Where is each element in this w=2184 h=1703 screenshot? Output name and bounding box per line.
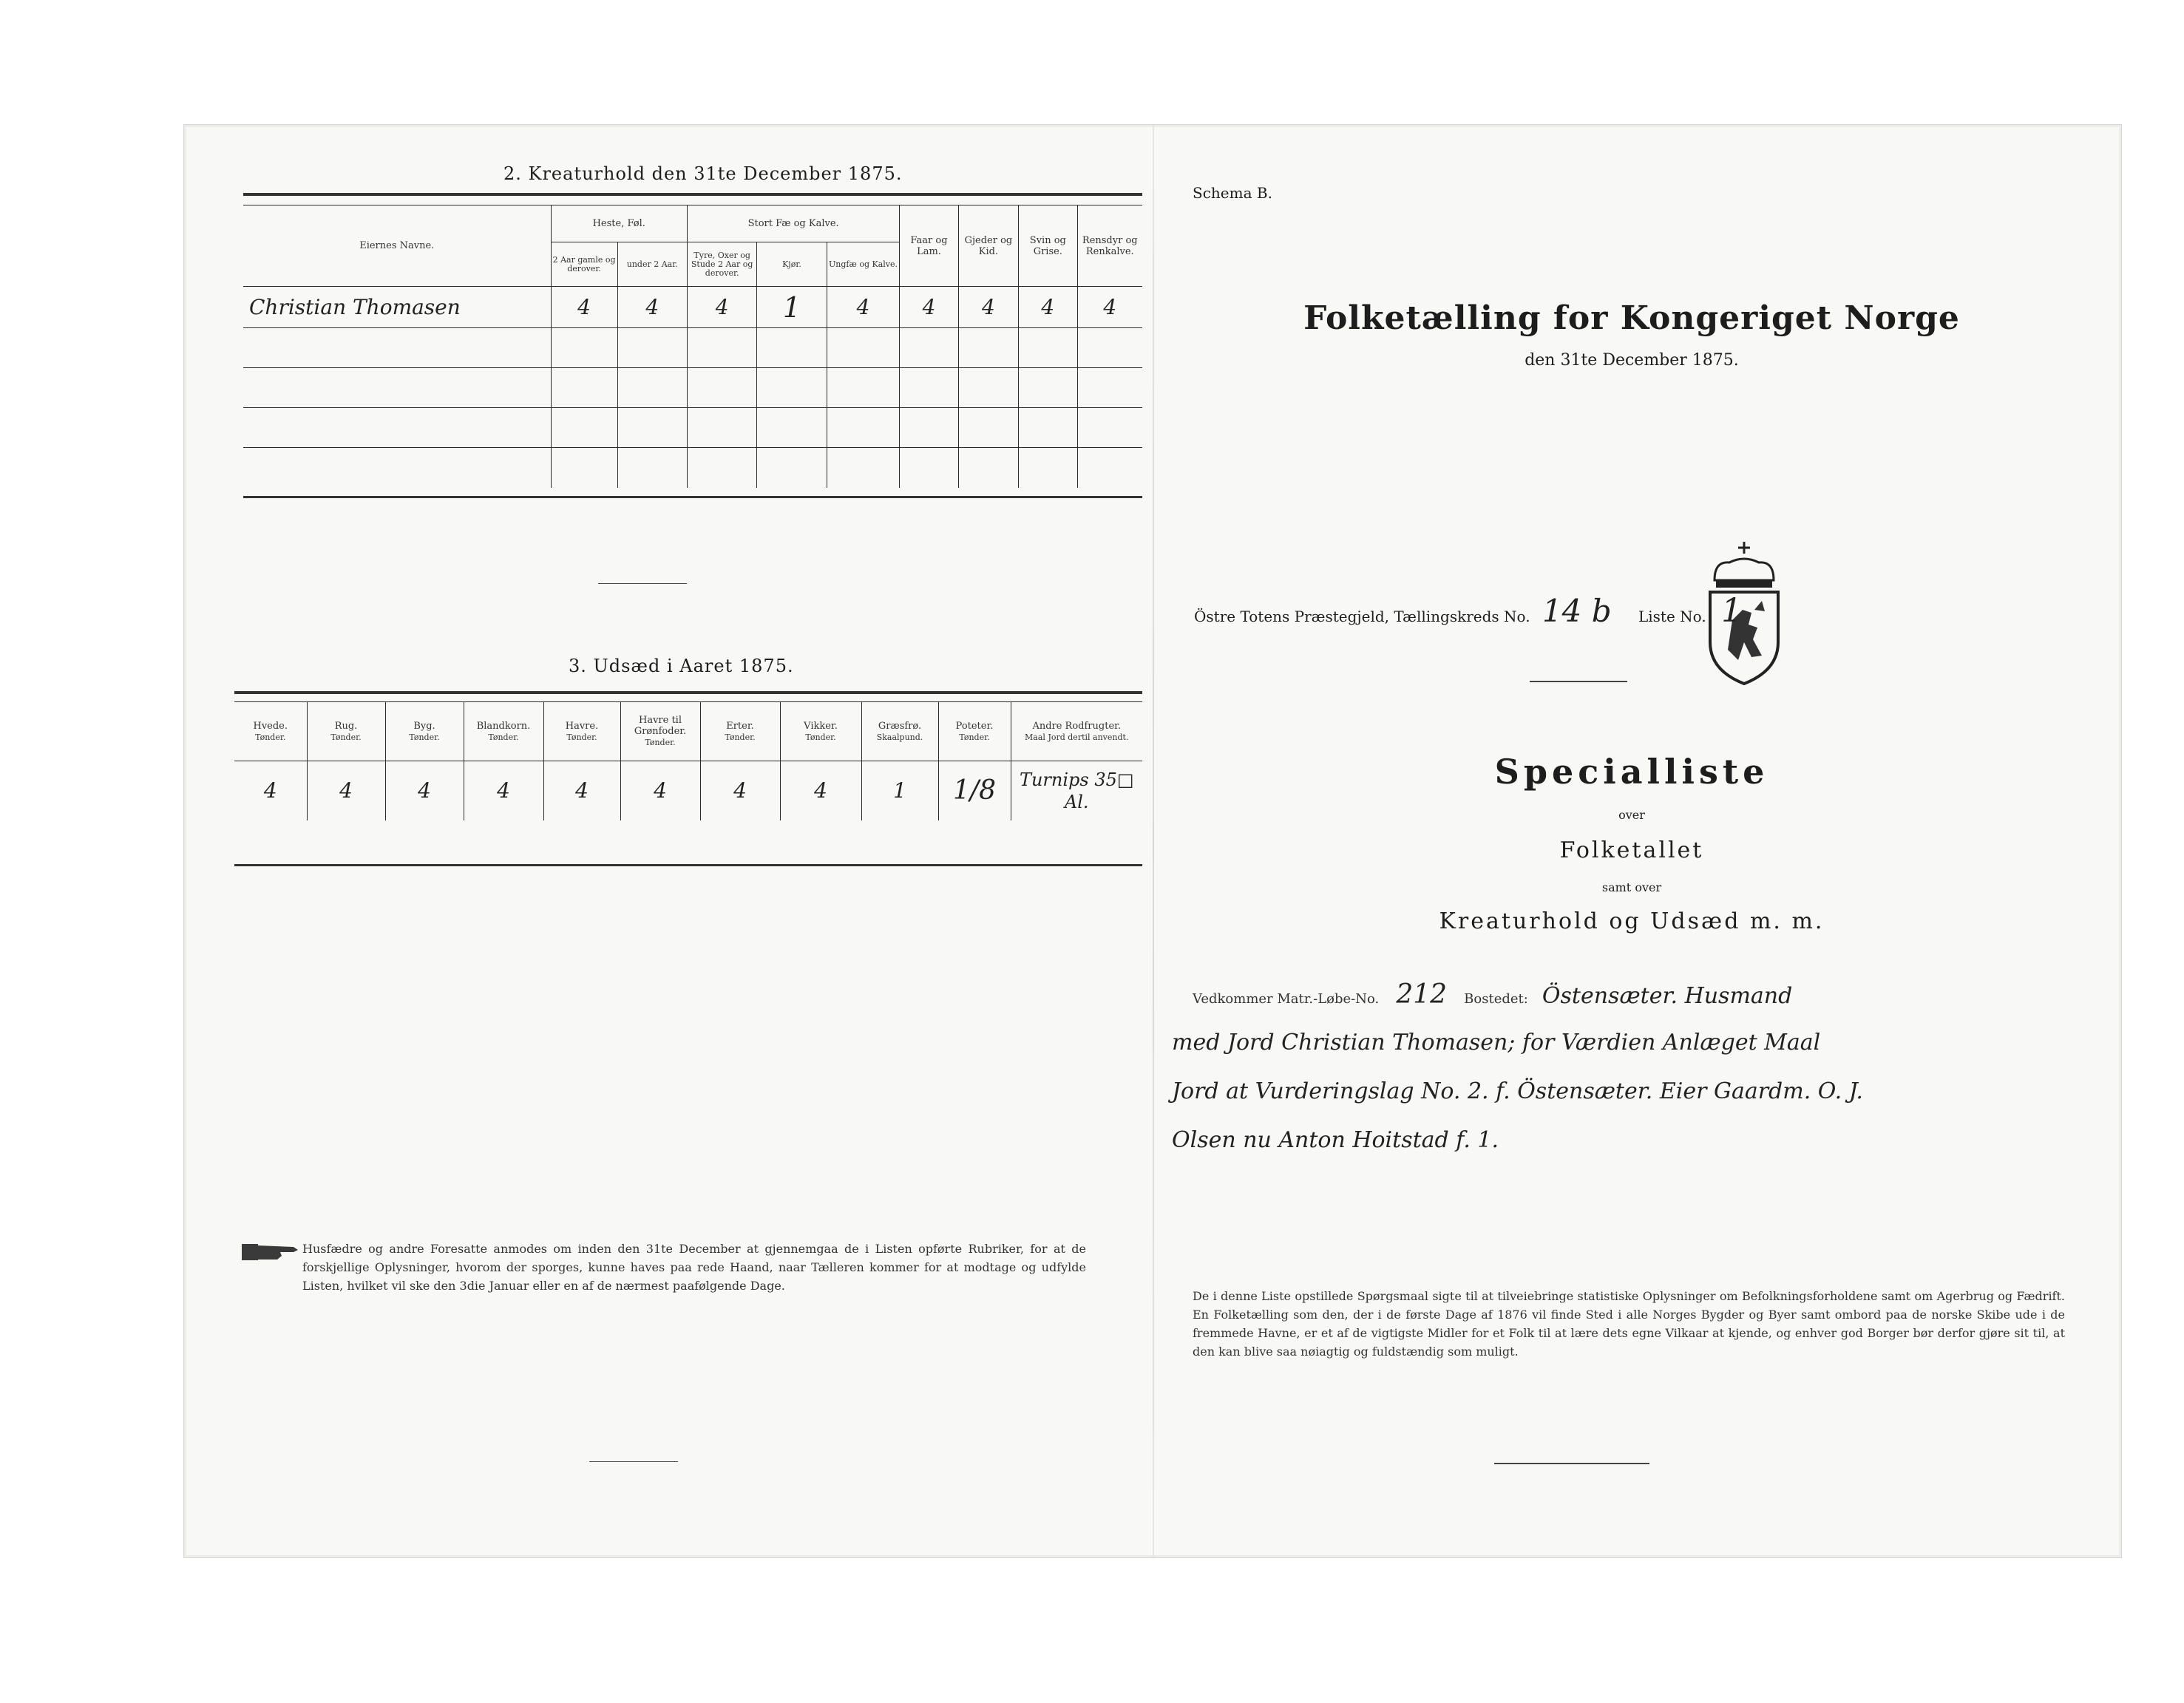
matr-number: 212 — [1396, 979, 1448, 1010]
horse-group-header: Heste, Føl. — [551, 205, 687, 242]
seed-cell: 4 — [700, 761, 780, 820]
livestock-table — [243, 205, 1142, 488]
seed-cell: 4 — [464, 761, 543, 820]
table-row — [243, 328, 1142, 368]
seed-cell: 4 — [307, 761, 385, 820]
owner-name: Christian Thomasen — [243, 287, 551, 328]
census-sheet — [183, 124, 2122, 1558]
seed-header: Vikker. Tønder. — [780, 702, 861, 761]
livestock-cell: 4 — [958, 287, 1018, 328]
cow-header: Kjør. — [757, 242, 827, 287]
matr-line — [1193, 979, 1792, 1010]
handwritten-line: Olsen nu Anton Hoitstad f. 1. — [1172, 1127, 1499, 1153]
specialliste-heading: Specialliste — [1494, 752, 1769, 792]
table-row — [243, 448, 1142, 488]
section2-top-rule — [243, 193, 1142, 196]
pig-header: Svin og Grise. — [1019, 205, 1077, 287]
goat-header: Gjeder og Kid. — [958, 205, 1018, 287]
livestock-cell: 4 — [687, 287, 756, 328]
census-explanation: De i denne Liste opstillede Spørgsmaal sigte til at tilveiebringe statistiske Oplysninger om Befolkningsforholdene samt om Agerbrug og Fædrift. En Folketælling som den, der i de første Dage af 1876 vil finde Sted i alle Norges Bygder og Byer samt ombord paa de norske Skibe ude i de fremmede Havne, er et af de vigtigste Midler for et Folk til at lære dets egne Vilkaar at kjende, og enhver god Borger bør derfor gjøre sit til, at den kan blive saa nøiagtig og fuldstændig som muligt. — [1193, 1289, 2065, 1359]
seed-cell: 4 — [780, 761, 861, 820]
livestock-cell: 4 — [617, 287, 687, 328]
section3-title: 3. Udsæd i Aaret 1875. — [569, 656, 794, 676]
section2-bottom-rule — [243, 496, 1142, 498]
seed-cell: 4 — [620, 761, 700, 820]
notice-text: Husfædre og andre Foresatte anmodes om inden den 31te December at gjennemgaa de i Listen opførte Rubriker, for at de forskjellige Oplysninger, hvorom der sporges, kunne haves paa rede Haand, naar Tælleren kommer for at modtage og udfylde Listen, hvilket vil ske den 3die Januar eller en af de nærmest paafølgende Dage. — [302, 1242, 1086, 1293]
seed-header: Hvede. Tønder. — [234, 702, 307, 761]
seed-cell: 1/8 — [938, 761, 1011, 820]
district-prefix: Östre Totens Præstegjeld, Tællingskreds No. — [1194, 608, 1530, 625]
handwritten-line: Jord at Vurderingslag No. 2. f. Östensæter. Eier Gaardm. O. J. — [1172, 1078, 1863, 1104]
section2-title: 2. Kreaturhold den 31te December 1875. — [503, 163, 903, 184]
bottom-right-rule — [1494, 1463, 1649, 1464]
seed-header: Havre til Grønfoder. Tønder. — [620, 702, 700, 761]
section3-bottom-rule — [234, 864, 1142, 866]
horse-adult-header: 2 Aar gamle og derover. — [551, 242, 617, 287]
census-title: Folketælling for Kongeriget Norge — [1303, 299, 1960, 337]
reindeer-header: Rensdyr og Renkalve. — [1077, 205, 1142, 287]
schema-label: Schema B. — [1193, 184, 1272, 202]
matr-label: Vedkommer Matr.-Løbe-No. — [1193, 991, 1380, 1007]
sheep-header: Faar og Lam. — [900, 205, 958, 287]
over-label: over — [1618, 808, 1645, 822]
table-row — [243, 287, 1142, 328]
seed-cell: 4 — [543, 761, 620, 820]
district-number: 14 b — [1542, 593, 1612, 629]
bosted-value: Östensæter. Husmand — [1542, 983, 1793, 1009]
census-date: den 31te December 1875. — [1525, 351, 1739, 370]
district-line — [1194, 592, 1742, 630]
bull-header: Tyre, Oxer og Stude 2 Aar og derover. — [687, 242, 756, 287]
right-separator-rule — [1530, 681, 1627, 682]
folketallet-label: Folketallet — [1559, 837, 1704, 863]
livestock-cell: 4 — [1019, 287, 1077, 328]
kreatur-label: Kreaturhold og Udsæd m. m. — [1439, 908, 1825, 934]
livestock-cell: 4 — [900, 287, 958, 328]
seed-header: Poteter. Tønder. — [938, 702, 1011, 761]
seed-header: Havre. Tønder. — [543, 702, 620, 761]
horse-young-header: under 2 Aar. — [617, 242, 687, 287]
seed-cell: 1 — [861, 761, 938, 820]
seed-header: Græsfrø. Skaalpund. — [861, 702, 938, 761]
pointing-hand-icon — [242, 1241, 301, 1263]
separator-rule — [598, 583, 687, 584]
liste-number: 1 — [1721, 592, 1743, 630]
bottom-separator-rule — [589, 1461, 678, 1462]
seed-table — [234, 701, 1142, 820]
liste-label: Liste No. — [1638, 608, 1706, 625]
table-row — [234, 761, 1142, 820]
handwritten-line: med Jord Christian Thomasen; for Værdien Anlæget Maal — [1172, 1030, 1821, 1056]
calf-header: Ungfæ og Kalve. — [827, 242, 900, 287]
bosted-label: Bostedet: — [1464, 991, 1528, 1007]
livestock-cell: 4 — [827, 287, 900, 328]
livestock-cell: 1 — [757, 287, 827, 328]
seed-header: Rug. Tønder. — [307, 702, 385, 761]
cattle-group-header: Stort Fæ og Kalve. — [687, 205, 899, 242]
seed-cell: 4 — [234, 761, 307, 820]
page-fold — [1153, 125, 1154, 1557]
livestock-cell: 4 — [551, 287, 617, 328]
owner-header: Eiernes Navne. — [243, 205, 551, 287]
table-row — [243, 408, 1142, 448]
seed-header: Andre Rodfrugter. Maal Jord dertil anvendt. — [1011, 702, 1142, 761]
table-row — [243, 368, 1142, 408]
samt-label: samt over — [1601, 880, 1662, 894]
livestock-cell: 4 — [1077, 287, 1142, 328]
seed-header: Byg. Tønder. — [385, 702, 464, 761]
seed-cell: Turnips 35□ Al. — [1011, 761, 1142, 820]
seed-header: Blandkorn. Tønder. — [464, 702, 543, 761]
seed-cell: 4 — [385, 761, 464, 820]
section3-top-rule — [234, 691, 1142, 694]
seed-header: Erter. Tønder. — [700, 702, 780, 761]
